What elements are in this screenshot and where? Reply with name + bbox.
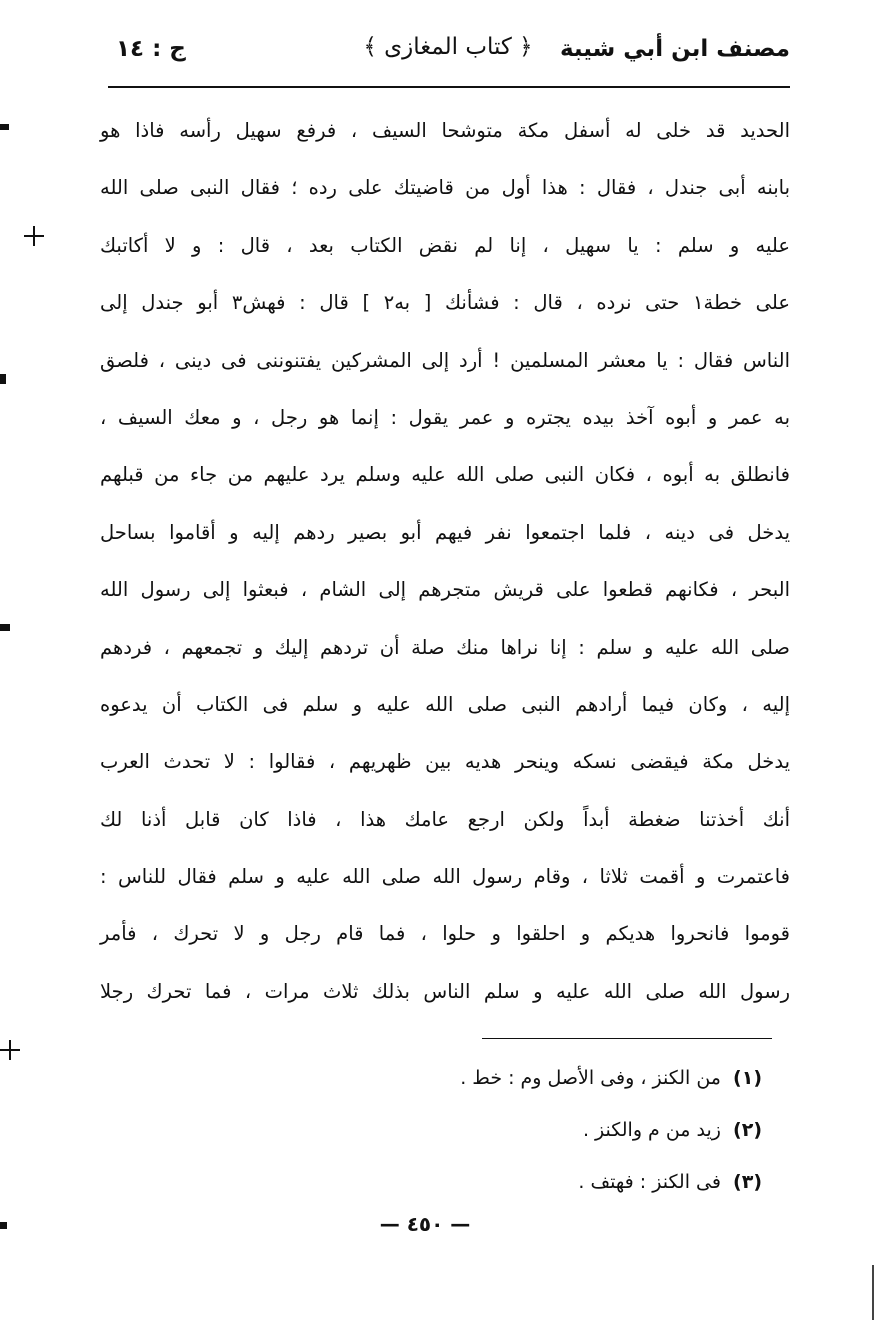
text-line: عليه و سلم : يا سهيل ، إنا لم نقض الكتاب بعد ، قال : و لا أكاتبك (100, 233, 790, 257)
footnote-number: (٢) (733, 1119, 762, 1141)
scan-edge-mark (0, 624, 10, 631)
text-line: به عمر و أبوه آخذ بيده يجتره و عمر يقول : إنما هو رجل ، و معك السيف ، (100, 405, 790, 429)
footnote (300, 1052, 762, 1104)
scan-edge-mark (0, 124, 9, 130)
text-line: البحر ، فكانهم قطعوا على قريش متجرهم إلى الشام ، فبعثوا إلى رسول الله (100, 578, 790, 602)
text-line: الحديد قد خلى له أسفل مكة متوشحا السيف ، فرفع سهيل رأسه فاذا هو (100, 119, 790, 142)
text-line: صلى الله عليه و سلم : إنا نراها منك صلة أن تردهم إليك و تجمعهم ، فردهم (100, 635, 790, 659)
text-line: الناس فقال : يا معشر المسلمين ! أرد إلى المشركين يفتنوننى فى دينى ، فلصق (100, 348, 790, 372)
text-line: فاعتمرت و أقمت ثلاثا ، وقام رسول الله صلى الله عليه و سلم فقال للناس : (100, 865, 790, 889)
section-title: ﴿ كتاب المغازى ﴾ (363, 34, 533, 60)
footnote-text: زيد من م والكنز . (582, 1119, 721, 1141)
text-line: أنك أخذتنا ضغطة أبداً ولكن ارجع عامك هذا ، فاذا كان قابل أذنا لك (100, 807, 790, 831)
scan-cross-mark (0, 1040, 20, 1060)
text-line: قوموا فانحروا هديكم و احلقوا و حلوا ، فما قام رجل و لا تحرك ، فأمر (100, 922, 790, 946)
footnote-text: فى الكنز : فهتف . (578, 1171, 721, 1193)
book-title: مصنف ابن أبي شيبة (559, 36, 790, 62)
scan-edge-line (872, 1265, 874, 1320)
running-header (106, 30, 790, 78)
page-number: — ٤٥٠ — (379, 1212, 471, 1236)
text-line: بابنه أبى جندل ، فقال : هذا أول من قاضيتك على رده ؛ فقال النبى صلى الله (100, 176, 790, 200)
footnote (300, 1156, 762, 1208)
body-text (100, 102, 790, 1020)
text-line: فانطلق به أبوه ، فكان النبى صلى الله عليه وسلم يرد عليهم من جاء من قبلهم (100, 463, 790, 487)
text-line: رسول الله صلى الله عليه و سلم الناس بذلك ثلاث مرات ، فما تحرك رجلا (100, 979, 790, 1003)
footnote-rule (482, 1038, 772, 1039)
text-line: يدخل فى دينه ، فلما اجتمعوا نفر فيهم أبو بصير ردهم إليه و أقاموا بساحل (100, 520, 790, 544)
footnote-text: من الكنز ، وفى الأصل وم : خط . (460, 1067, 721, 1089)
footnote (300, 1104, 762, 1156)
footnote-number: (٣) (733, 1171, 762, 1193)
volume-number: ج : ١٤ (116, 36, 186, 62)
text-line: على خطة١ حتى نرده ، قال : فشأنك [ به٢ ] قال : فهش٣ أبو جندل إلى (100, 291, 791, 315)
footnote-number: (١) (733, 1067, 762, 1089)
scan-edge-mark (0, 374, 6, 384)
header-rule (108, 86, 790, 88)
scan-cross-mark (24, 226, 44, 246)
text-line: إليه ، وكان فيما أرادهم النبى صلى الله عليه و سلم فى الكتاب أن يدعوه (100, 692, 790, 716)
scan-edge-mark (0, 1222, 7, 1229)
footnotes (300, 1052, 762, 1208)
text-line: يدخل مكة فيقضى نسكه وينحر هديه بين ظهريهم ، فقالوا : لا تحدث العرب (100, 750, 790, 774)
